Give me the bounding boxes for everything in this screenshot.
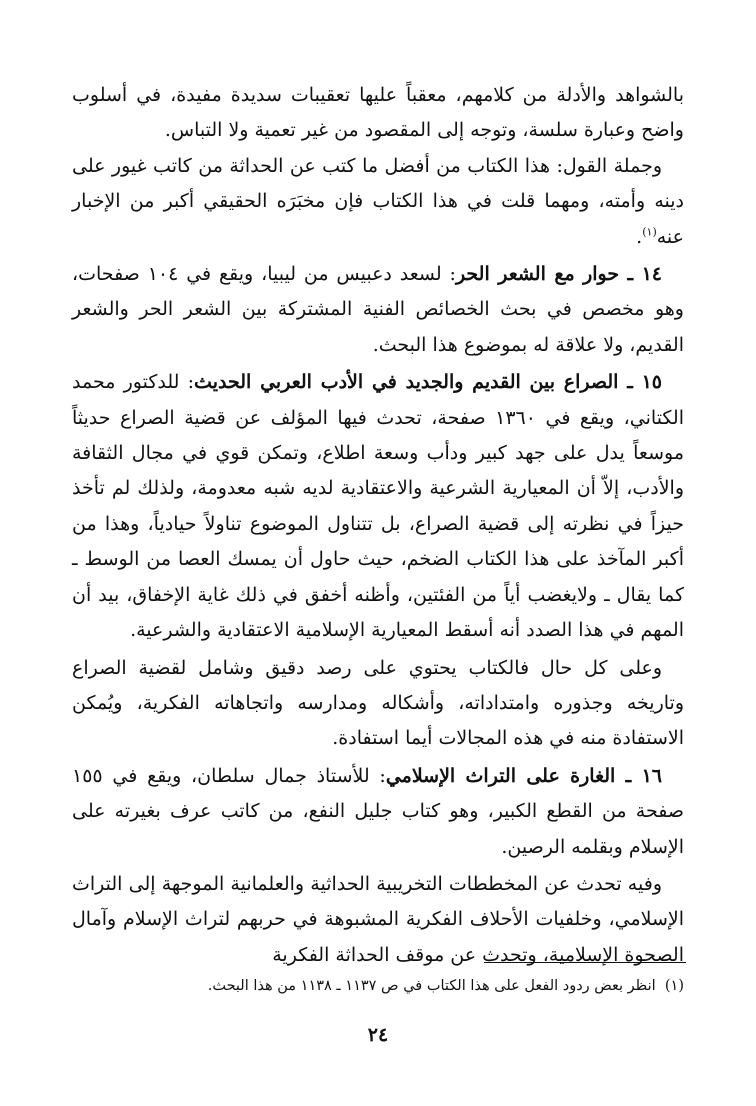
footnote-text: انظر بعض ردود الفعل على هذا الكتاب في ص ١١٣٧ ـ ١١٣٨ من هذا البحث.	[207, 978, 656, 994]
footnote	[72, 975, 684, 997]
footnote-reference: (١)	[642, 225, 657, 239]
entry-16-title: ١٦ ـ الغارة على التراث الإسلامي	[385, 764, 662, 787]
paragraph-continuation: بالشواهد والأدلة من كلامهم، معقباً عليها تعقيبات سديدة مفيدة، في أسلوب واضح وعبارة سلسة، وتوجه إلى المقصود من غير تعمية ولا التباس.	[72, 84, 684, 142]
paragraph-summary	[72, 149, 684, 255]
paragraph-summary-text: وجملة القول: هذا الكتاب من أفضل ما كتب عن الحداثة من كاتب غيور على دينه وأمته، ومهما قلت في هذا الكتاب فإن مخبَرَه الحقيقي أكبر من الإخبار عنه	[72, 154, 684, 248]
entry-15-title: ١٥ ـ الصراع بين القديم والجديد في الأدب العربي الحديث	[194, 371, 663, 394]
entry-16-text: : للأستاذ جمال سلطان، ويقع في ١٥٥ صفحة من القطع الكبير، وهو كتاب جليل النفع، من كاتب عرف بغيرته على الإسلام وبقلمه الرصين.	[72, 764, 684, 858]
entry-16	[72, 759, 684, 865]
entry-15	[72, 365, 684, 648]
page-number: ٢٤	[367, 1024, 389, 1046]
entry-14-text: : لسعد دعبيس من ليبيا، ويقع في ١٠٤ صفحات، وهو مخصص في بحث الخصائص الفنية المشتركة بين الشعر الحر والشعر القديم، ولا علاقة له بموضوع هذا البحث.	[72, 263, 684, 356]
page-body	[72, 78, 684, 973]
entry-14	[72, 257, 684, 363]
entry-15-continued: وعلى كل حال فالكتاب يحتوي على رصد دقيق وشامل لقضية الصراع وتاريخه وجذوره وامتداداته، وأشكاله ومدارسه واتجاهاته الفكرية، ويُمكن الاستفادة منه في هذه المجالات أيما استفادة.	[72, 656, 684, 750]
paragraph-summary-end: .	[636, 225, 643, 248]
entry-15-text: : للدكتور محمد الكتاني، ويقع في ١٣٦٠ صفحة، تحدث فيها المؤلف عن قضية الصراع حديثاً موسعاً يدل على جهد كبير ودأب وسعة اطلاع، وتمكن قوي في مجال الثقافة والأدب، إلاّ أن المعيارية الشرعية والاعتقادية لديه شبه معدومة، ولذلك لم تأخذ حيزاً في نظرته إلى قضية الصراع، بل تتناول الموضوع تناولاً حيادياً، وهذا من أكبر المآخذ على هذا الكتاب الضخم، حيث حاول أن يمسك العصا من الوسط ـ كما يقال ـ ولايغضب أياً من الفئتين، وأظنه أخفق في ذلك غاية الإخفاق، بيد أن المهم في هذا الصدد أنه أسقط المعيارية الإسلامية الاعتقادية والشرعية.	[72, 371, 684, 642]
footnote-separator	[484, 962, 686, 963]
footnote-marker: (١)	[664, 978, 684, 994]
entry-14-title: ١٤ ـ حوار مع الشعر الحر	[455, 263, 662, 286]
entry-16-continued: وفيه تحدث عن المخططات التخريبية الحداثية والعلمانية الموجهة إلى التراث الإسلامي، وخلفيات الأحلاف الفكرية المشبوهة في حربهم لتراث الإسلام وآمال الصحوة الإسلامية، وتحدث عن موقف الحداثة الفكرية	[72, 872, 684, 966]
